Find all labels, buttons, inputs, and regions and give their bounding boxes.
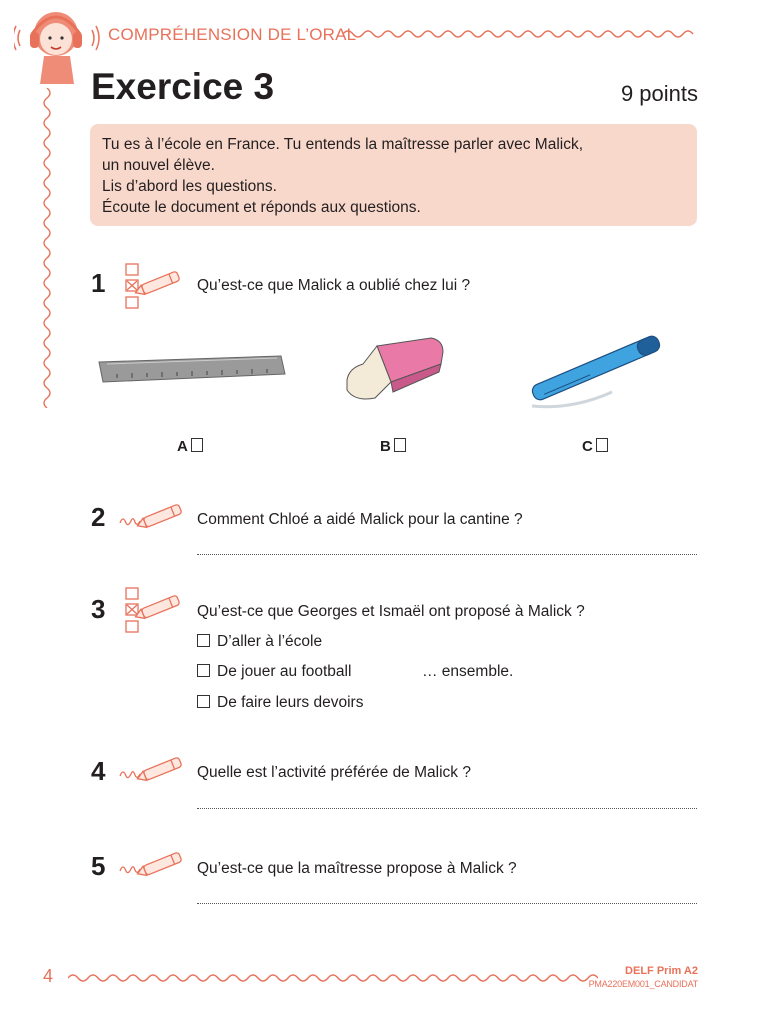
page-number: 4 bbox=[43, 966, 54, 986]
question-text: Quelle est l’activité préférée de Malick ? bbox=[197, 764, 471, 781]
decorative-wave bbox=[343, 28, 698, 40]
checkbox[interactable] bbox=[197, 634, 210, 647]
option-label: D’aller à l’école bbox=[217, 633, 323, 650]
exercise-points: 9 points bbox=[620, 81, 698, 106]
choice-b[interactable] bbox=[380, 438, 406, 455]
question-text: Qu’est-ce que Georges et Ismaël ont proposé à Malick ? bbox=[197, 603, 585, 620]
question-number: 5 bbox=[91, 851, 106, 881]
instruction-line: un nouvel élève. bbox=[102, 157, 215, 174]
instruction-line: Tu es à l’école en France. Tu entends la maîtresse parler avec Malick, bbox=[102, 136, 584, 153]
answer-line[interactable] bbox=[197, 903, 697, 904]
question-text: Qu’est-ce que la maîtresse propose à Malick ? bbox=[197, 860, 517, 877]
checkbox[interactable] bbox=[197, 695, 210, 708]
footer-code: PMA220EM001_CANDIDAT bbox=[588, 979, 698, 989]
writing-pencil-icon bbox=[118, 756, 188, 786]
instructions-box bbox=[90, 124, 697, 226]
instruction-line: Lis d’abord les questions. bbox=[102, 178, 277, 195]
checkbox-pencil-icon bbox=[122, 262, 188, 314]
option-row[interactable] bbox=[197, 633, 322, 651]
decorative-wave bbox=[68, 972, 598, 984]
choice-label: A bbox=[177, 438, 188, 455]
exercise-title: Exercice 3 bbox=[91, 66, 275, 107]
instruction-line: Écoute le document et réponds aux questions. bbox=[102, 199, 421, 216]
eraser-icon bbox=[345, 334, 445, 404]
question-number: 3 bbox=[91, 594, 106, 624]
writing-pencil-icon bbox=[118, 851, 188, 881]
checkbox-pencil-icon bbox=[122, 586, 188, 638]
checkbox[interactable] bbox=[596, 438, 608, 452]
checkbox[interactable] bbox=[394, 438, 406, 452]
writing-pencil-icon bbox=[118, 503, 188, 533]
question-text: Qu’est-ce que Malick a oublié chez lui ? bbox=[197, 277, 471, 294]
checkbox[interactable] bbox=[197, 664, 210, 677]
option-label: De jouer au football bbox=[217, 663, 352, 680]
checkbox[interactable] bbox=[191, 438, 203, 452]
choice-label: B bbox=[380, 438, 391, 455]
ruler-icon bbox=[97, 352, 287, 384]
option-suffix: … ensemble. bbox=[422, 663, 514, 680]
footer-brand: DELF Prim A2 bbox=[625, 965, 698, 977]
question-number: 4 bbox=[91, 756, 106, 786]
answer-line[interactable] bbox=[197, 808, 697, 809]
question-number: 1 bbox=[91, 268, 106, 298]
option-row[interactable] bbox=[197, 694, 363, 712]
choice-label: C bbox=[582, 438, 593, 455]
pen-icon bbox=[518, 324, 673, 410]
section-title: COMPRÉHENSION DE L’ORAL bbox=[108, 25, 357, 44]
decorative-wave-vertical bbox=[40, 88, 54, 408]
choice-a[interactable] bbox=[177, 438, 203, 455]
option-label: De faire leurs devoirs bbox=[217, 694, 364, 711]
choice-c[interactable] bbox=[582, 438, 608, 455]
question-number: 2 bbox=[91, 502, 106, 532]
option-row[interactable] bbox=[197, 663, 351, 681]
question-text: Comment Chloé a aidé Malick pour la cantine ? bbox=[197, 511, 523, 528]
answer-line[interactable] bbox=[197, 554, 697, 555]
